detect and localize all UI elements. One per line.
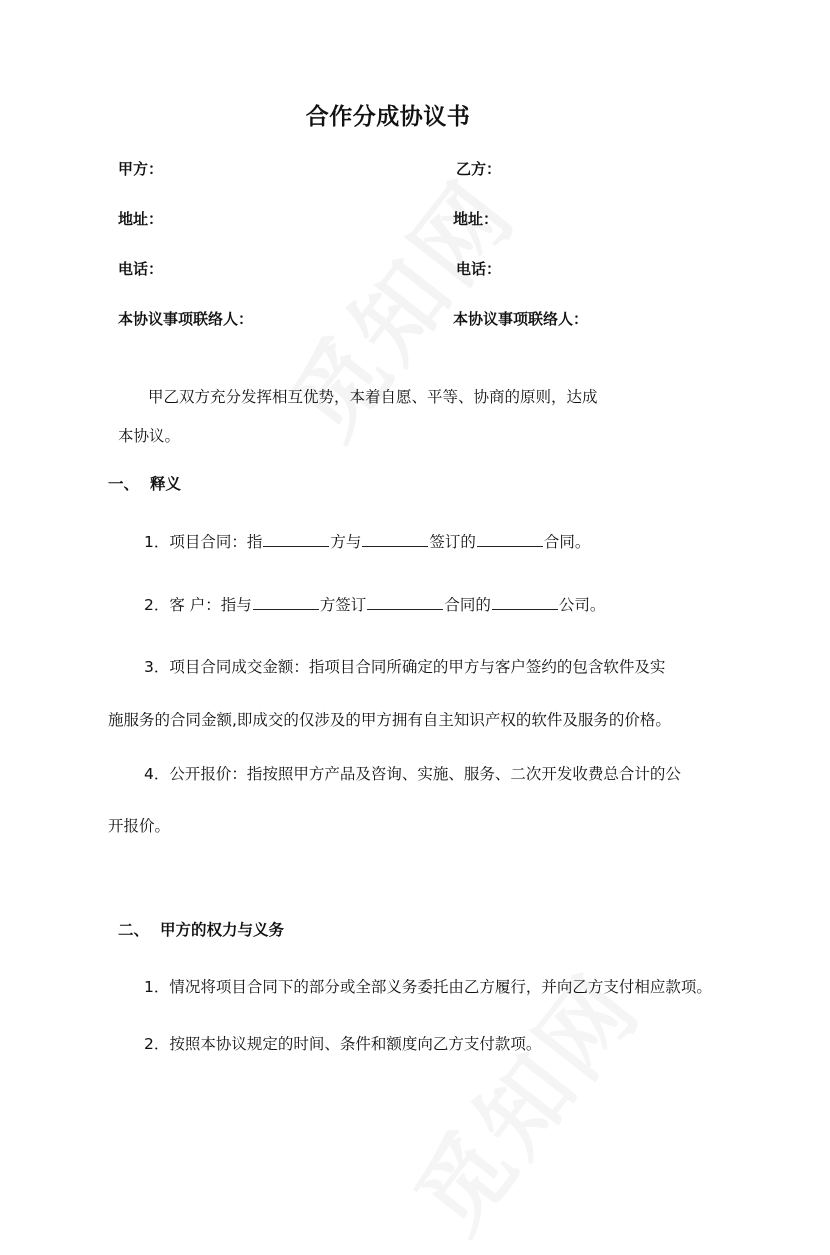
definition-item-4-line-1: 4．公开报价：指按照甲方产品及咨询、实施、服务、二次开发收费总合计的公 bbox=[144, 765, 681, 783]
party-b-phone-label: 电话： bbox=[456, 260, 502, 278]
blank-line bbox=[477, 532, 543, 547]
item-2-text-4: 公司。 bbox=[558, 596, 606, 614]
section-1-number: 一、 bbox=[108, 475, 140, 493]
party-a-phone-label: 电话： bbox=[118, 260, 164, 278]
item-1-text-2: 方与 bbox=[330, 533, 362, 551]
obligation-item-1: 1．情况将项目合同下的部分或全部义务委托由乙方履行，并向乙方支付相应款项。 bbox=[144, 978, 712, 996]
section-2-heading: 甲方的权力与义务 bbox=[160, 921, 285, 939]
document-title: 合作分成协议书 bbox=[305, 104, 471, 130]
item-2-text-1: 2．客 户：指与 bbox=[144, 596, 252, 614]
party-b-name-label: 乙方： bbox=[456, 160, 502, 178]
party-b-address-label: 地址： bbox=[453, 210, 499, 228]
item-2-text-2: 方签订 bbox=[319, 596, 367, 614]
item-1-text-1: 1．项目合同：指 bbox=[144, 533, 263, 551]
obligation-item-2: 2．按照本协议规定的时间、条件和额度向乙方支付款项。 bbox=[144, 1035, 542, 1053]
section-2-number: 二、 bbox=[118, 921, 150, 939]
definition-item-3-line-1: 3．项目合同成交金额：指项目合同所确定的甲方与客户签约的包含软件及实 bbox=[144, 658, 666, 676]
blank-line bbox=[362, 532, 428, 547]
blank-line bbox=[492, 595, 558, 610]
preamble-line-2: 本协议。 bbox=[118, 427, 181, 445]
definition-item-2 bbox=[144, 593, 605, 615]
blank-line bbox=[367, 595, 443, 610]
item-1-text-4: 合同。 bbox=[543, 533, 591, 551]
definition-item-4-line-2: 开报价。 bbox=[108, 817, 171, 835]
item-1-text-3: 签订的 bbox=[429, 533, 476, 551]
party-b-contact-label: 本协议事项联络人： bbox=[453, 310, 589, 328]
definition-item-1 bbox=[144, 530, 590, 552]
section-1-heading: 释义 bbox=[150, 475, 182, 493]
preamble-line-1: 甲乙双方充分发挥相互优势，本着自愿、平等、协商的原则，达成 bbox=[148, 388, 598, 406]
party-a-name-label: 甲方： bbox=[118, 160, 164, 178]
definition-item-3-line-2: 施服务的合同金额,即成交的仅涉及的甲方拥有自主知识产权的软件及服务的价格。 bbox=[108, 711, 671, 729]
party-a-address-label: 地址： bbox=[118, 210, 164, 228]
blank-line bbox=[253, 595, 319, 610]
party-a-contact-label: 本协议事项联络人： bbox=[118, 310, 254, 328]
blank-line bbox=[263, 532, 329, 547]
item-2-text-3: 合同的 bbox=[444, 596, 491, 614]
watermark bbox=[255, 148, 540, 461]
